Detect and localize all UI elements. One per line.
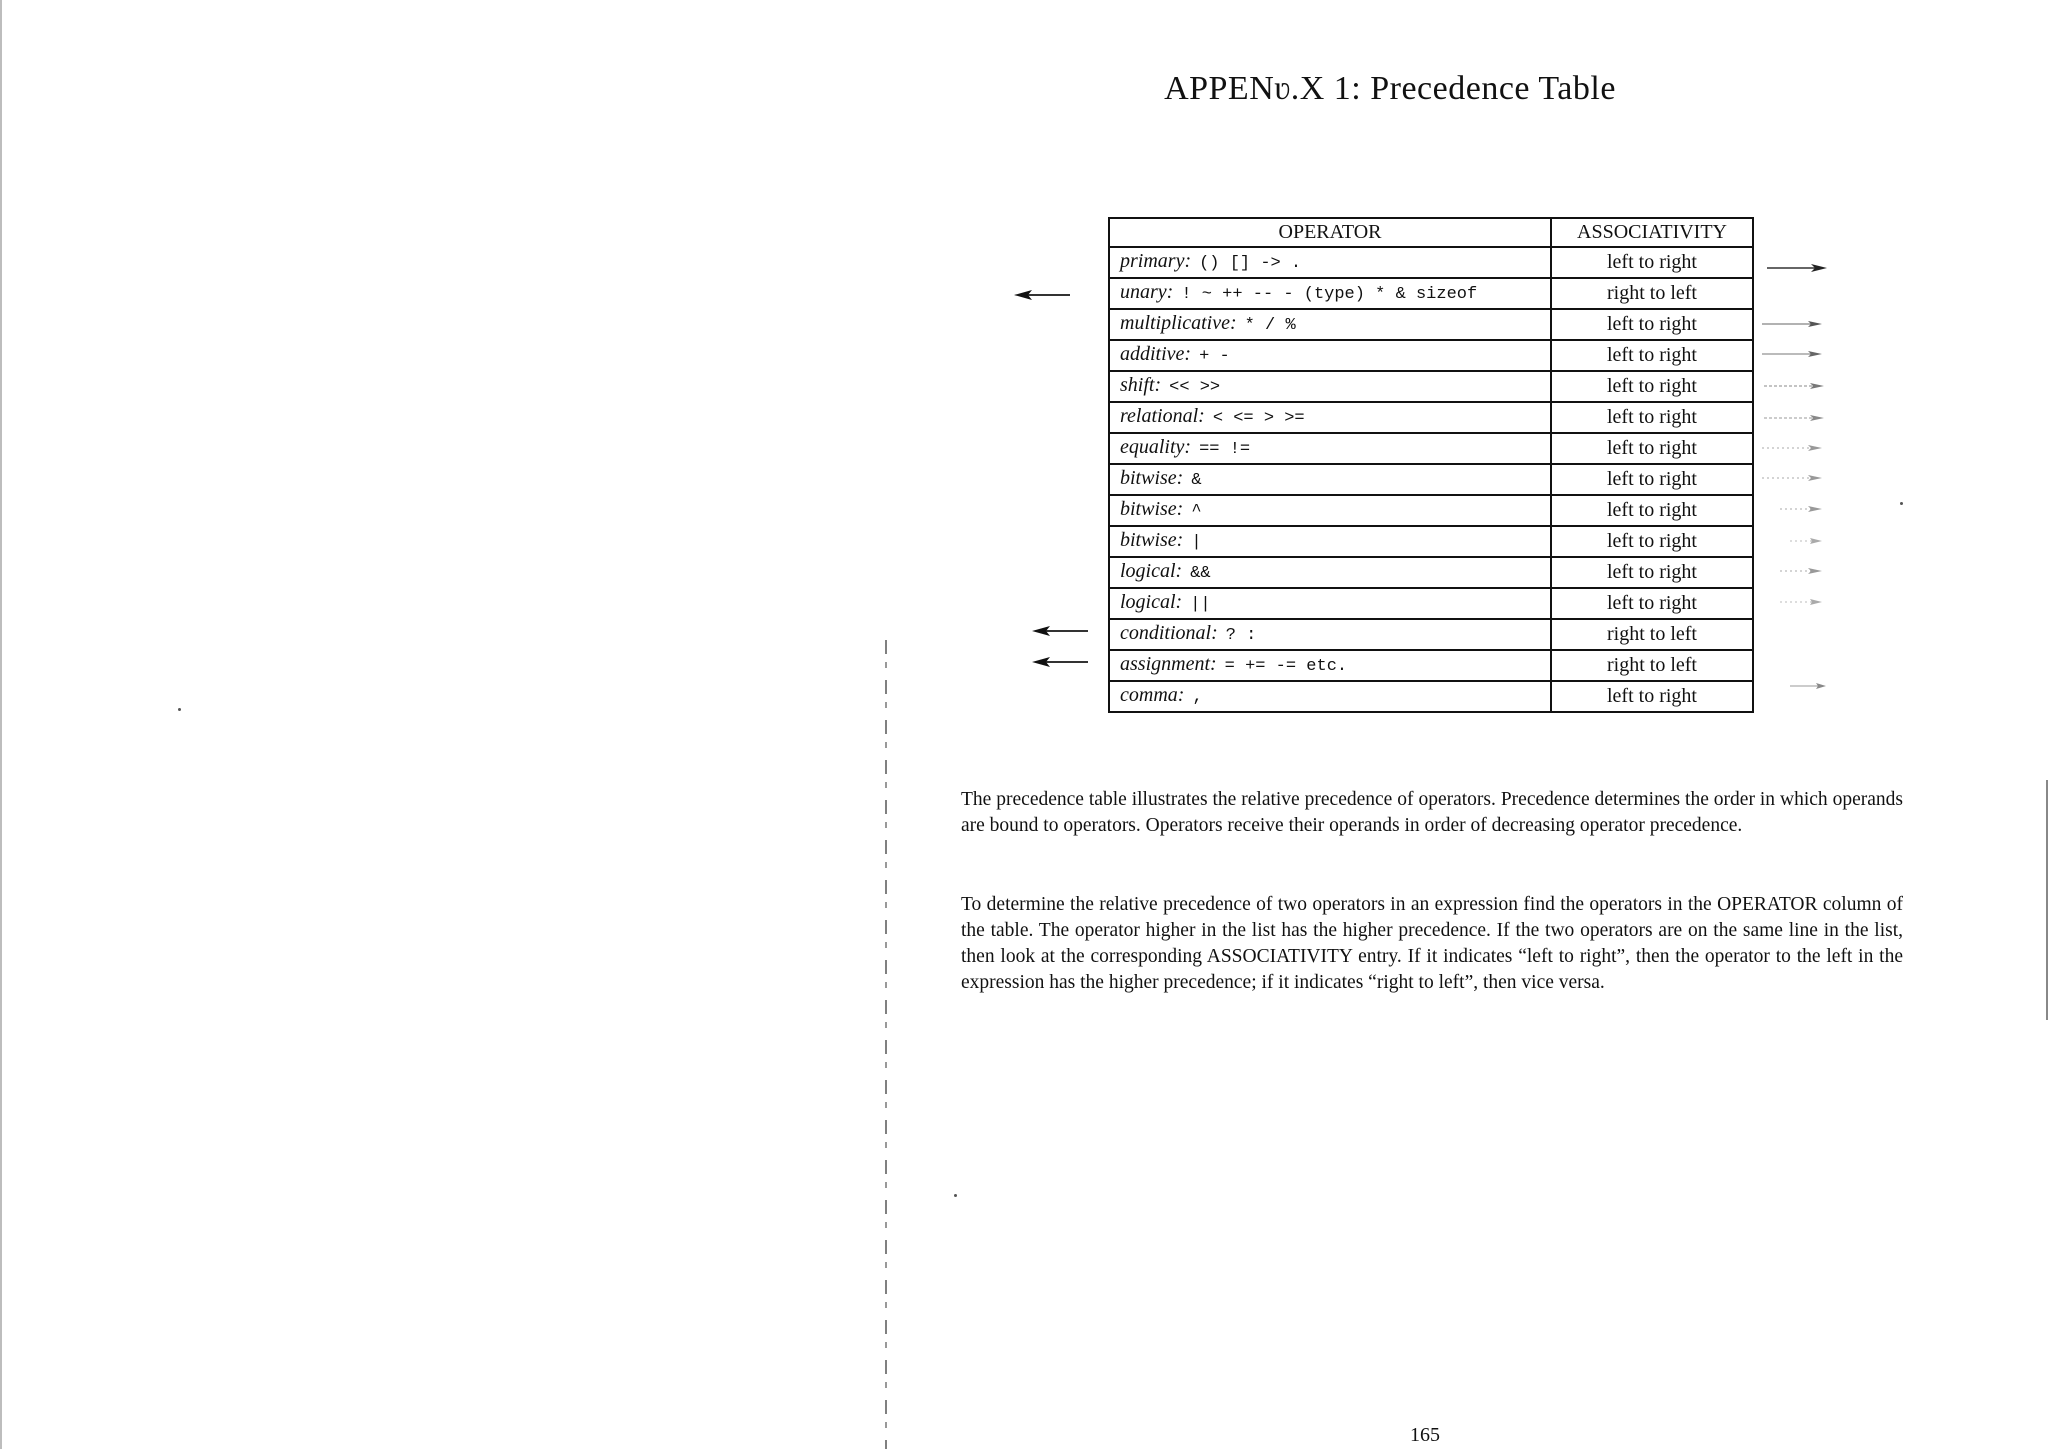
operator-symbols: , [1192,688,1203,707]
margin-arrow-icon [1760,348,1824,360]
table-row [1109,557,1753,588]
associativity-cell: right to left [1551,650,1753,681]
associativity-cell: right to left [1551,619,1753,650]
margin-arrow-icon [1762,380,1826,392]
margin-arrow-icon [1760,535,1824,547]
table-row [1109,433,1753,464]
margin-arrow-icon [1012,288,1072,302]
operator-category: relational: [1120,405,1205,427]
operator-category: unary: [1120,281,1174,303]
operator-category: additive: [1120,343,1192,365]
scan-speck [178,708,181,711]
margin-arrow-icon [1765,262,1829,274]
table-row [1109,309,1753,340]
associativity-cell: left to right [1551,371,1753,402]
margin-arrow-icon [1760,318,1824,330]
scan-speck [954,1194,957,1197]
operator-cell [1109,433,1551,464]
operator-category: bitwise: [1120,529,1184,551]
table-row [1109,588,1753,619]
operator-category: shift: [1120,374,1162,396]
table-row [1109,681,1753,712]
operator-category: equality: [1120,436,1192,458]
margin-arrow-icon [1760,596,1824,608]
operator-cell [1109,464,1551,495]
associativity-cell: left to right [1551,309,1753,340]
operator-cell [1109,340,1551,371]
margin-arrow-icon [1760,503,1824,515]
table-row [1109,464,1753,495]
operator-symbols: << >> [1169,378,1221,397]
table-row [1109,278,1753,309]
operator-category: assignment: [1120,653,1217,675]
operator-symbols: || [1190,595,1211,614]
operator-category: conditional: [1120,622,1218,644]
associativity-cell: left to right [1551,247,1753,278]
operator-cell [1109,650,1551,681]
operator-cell [1109,681,1551,712]
margin-arrow-icon [1760,442,1824,454]
margin-arrow-icon [1780,680,1844,692]
operator-cell [1109,278,1551,309]
column-header-operator: OPERATOR [1109,218,1551,247]
operator-symbols: && [1190,564,1211,583]
operator-category: logical: [1120,591,1183,613]
precedence-table [1108,217,1754,713]
table-body [1109,247,1753,712]
margin-arrow-icon [1760,565,1824,577]
margin-arrow-icon [1762,412,1826,424]
left-page-edge [0,0,2,1449]
operator-symbols: = += -= etc. [1224,657,1348,676]
table-row [1109,402,1753,433]
associativity-cell: left to right [1551,340,1753,371]
table-row [1109,340,1753,371]
associativity-cell: left to right [1551,495,1753,526]
operator-symbols: ? : [1225,626,1257,645]
operator-symbols: ! ~ ++ -- - (type) * & sizeof [1181,285,1478,304]
page-number: 165 [1410,1424,1440,1446]
margin-arrow-icon [1030,655,1090,669]
associativity-cell: left to right [1551,681,1753,712]
scan-speck [1900,502,1903,505]
margin-arrow-icon [1030,624,1090,638]
operator-symbols: & [1191,471,1202,490]
associativity-cell: left to right [1551,557,1753,588]
column-header-associativity: ASSOCIATIVITY [1551,218,1753,247]
associativity-cell: left to right [1551,464,1753,495]
operator-category: bitwise: [1120,467,1184,489]
operator-symbols: < <= > >= [1212,409,1305,428]
operator-symbols: * / % [1244,316,1296,335]
operator-cell [1109,557,1551,588]
page-title: APPENʋ.X 1: Precedence Table [1164,70,1616,107]
table-row [1109,495,1753,526]
operator-symbols: ^ [1191,502,1202,521]
table-row [1109,247,1753,278]
associativity-cell: left to right [1551,402,1753,433]
operator-symbols: + - [1199,347,1230,366]
operator-symbols: | [1191,533,1202,552]
operator-category: primary: [1120,250,1192,272]
operator-cell [1109,619,1551,650]
operator-category: bitwise: [1120,498,1184,520]
paragraph: The precedence table illustrates the relative precedence of operators. Precedence determines the order in which operands are bound to operators. Operators receive their operands in order of decreasing operator precedence. [961,789,1903,836]
table-row [1109,619,1753,650]
associativity-cell: left to right [1551,433,1753,464]
table-header-row [1109,218,1753,247]
paragraph: To determine the relative precedence of two operators in an expression find the operators in the OPERATOR column of the table. The operator higher in the list has the higher precedence. If the two operators are on the same line in the list, then look at the corresponding ASSOCIATIVITY entry. If it indicates “left to right”, then the operator to the left in the expression has the higher precedence; if it indicates “right to left”, then vice versa. [961,894,1903,993]
operator-symbols: () [] -> . [1199,254,1302,273]
operator-symbols: == != [1199,440,1251,459]
operator-category: comma: [1120,684,1185,706]
associativity-cell: left to right [1551,588,1753,619]
operator-cell [1109,371,1551,402]
operator-cell [1109,588,1551,619]
table-row [1109,526,1753,557]
operator-category: multiplicative: [1120,312,1237,334]
operator-cell [1109,402,1551,433]
table-row [1109,650,1753,681]
associativity-cell: left to right [1551,526,1753,557]
operator-category: logical: [1120,560,1183,582]
operator-cell [1109,309,1551,340]
margin-arrow-icon [1760,472,1824,484]
operator-cell [1109,247,1551,278]
associativity-cell: right to left [1551,278,1753,309]
operator-cell [1109,495,1551,526]
operator-cell [1109,526,1551,557]
table-row [1109,371,1753,402]
book-gutter [885,640,887,1449]
